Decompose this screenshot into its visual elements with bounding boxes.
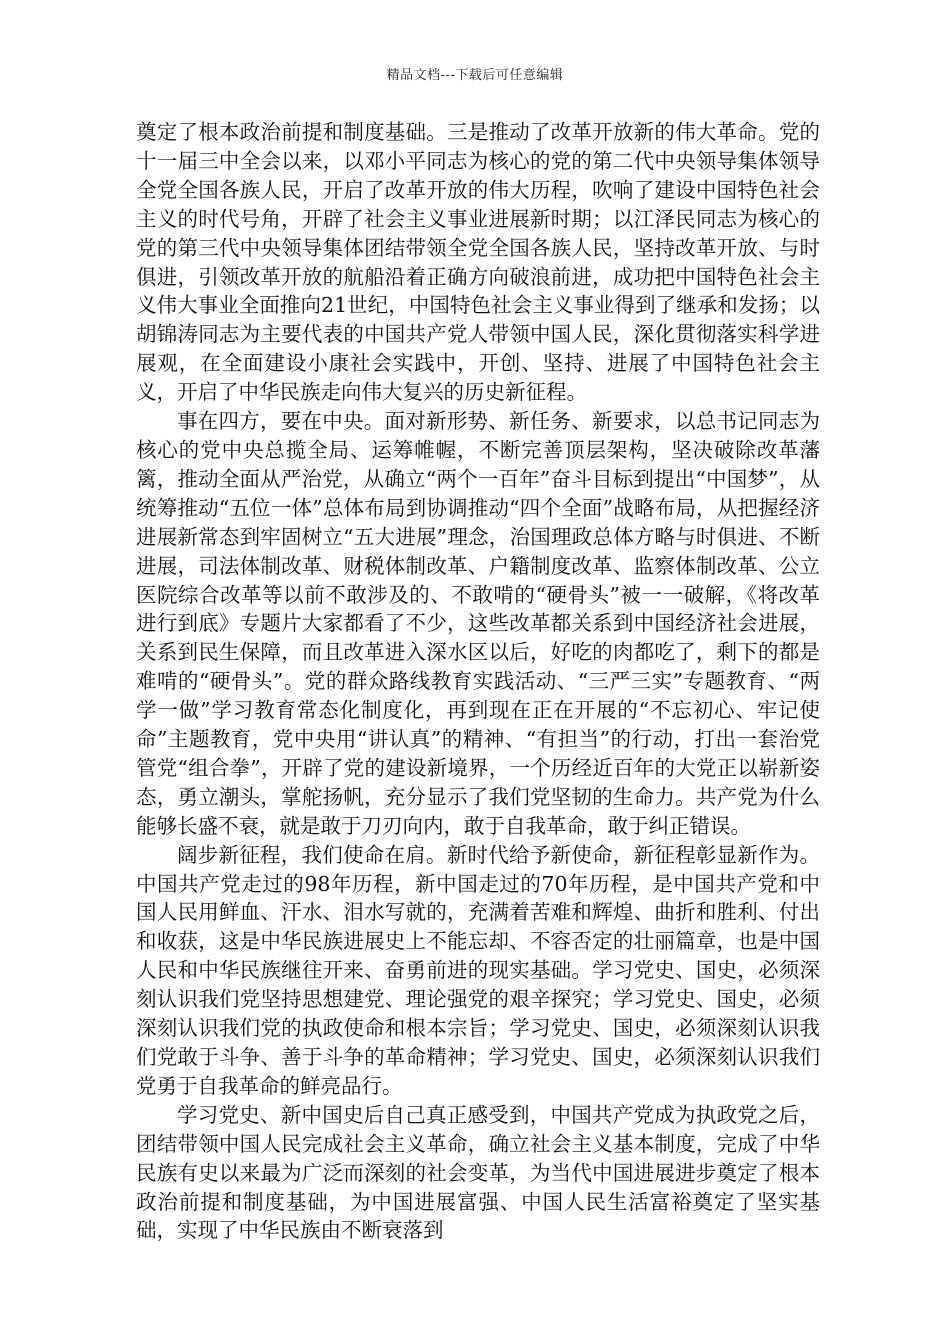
paragraph-1: 奠定了根本政治前提和制度基础。三是推动了改革开放新的伟大革命。党的十一届三中全会以来，以邓小平同志为核心的党的第二代中央领导集体领导全党全国各族人民，开启了改革开放的伟大历程，吹响了建设中国特色社会主义的时代号角，开辟了社会主义事业进展新时期；以江泽民同志为核心的党的第三代中央领导集体团结带领全党全国各族人民，坚持改革开放、与时俱进，引领改革开放的航船沿着正确方向破浪前进，成功把中国特色社会主义伟大事业全面推向21世纪，中国特色社会主义事业得到了继承和发扬；以胡锦涛同志为主要代表的中国共产党人带领中国人民，深化贯彻落实科学进展观，在全面建设小康社会实践中，开创、坚持、进展了中国特色社会主义，开启了中华民族走向伟大复兴的历史新征程。 <box>136 120 820 405</box>
paragraph-2: 事在四方，要在中央。面对新形势、新任务、新要求，以总书记同志为核心的党中央总揽全局、运筹帷幄，不断完善顶层架构，坚决破除改革藩篱，推动全面从严治党，从确立“两个一百年”奋斗目标到提出“中国梦”，从统筹推动“五位一体”总体布局到协调推动“四个全面”战略布局，从把握经济进展新常态到牢固树立“五大进展”理念，治国理政总体方略与时俱进、不断进展，司法体制改革、财税体制改革、户籍制度改革、监察体制改革、公立医院综合改革等以前不敢涉及的、不敢啃的“硬骨头”被一一破解，《将改革进行到底》专题片大家都看了不少，这些改革都关系到中国经济社会进展，关系到民生保障，而且改革进入深水区以后，好吃的肉都吃了，剩下的都是难啃的“硬骨头”。党的群众路线教育实践活动、“三严三实”专题教育、“两学一做”学习教育常态化制度化，再到现在正在开展的“不忘初心、牢记使命”主题教育，党中央用“讲认真”的精神、“有担当”的行动，打出一套治党管党“组合拳”，开辟了党的建设新境界，一个历经近百年的大党正以崭新姿态，勇立潮头，掌舵扬帆，充分显示了我们党坚韧的生命力。共产党为什么能够长盛不衰，就是敢于刀刃向内，敢于自我革命，敢于纠正错误。 <box>136 409 820 838</box>
document-body <box>136 118 820 1245</box>
paragraph-4: 学习党史、新中国史后自己真正感受到，中国共产党成为执政党之后，团结带领中国人民完成社会主义革命，确立社会主义基本制度，完成了中华民族有史以来最为广泛而深刻的社会变革，为当代中国进展进步奠定了根本政治前提和制度基础，为中国进展富强、中国人民生活富裕奠定了坚实基础，实现了中华民族由不断衰落到 <box>136 1102 820 1243</box>
paragraph-3: 阔步新征程，我们使命在肩。新时代给予新使命，新征程彰显新作为。中国共产党走过的98年历程，新中国走过的70年历程，是中国共产党和中国人民用鲜血、汗水、泪水写就的，充满着苦难和辉煌、曲折和胜利、付出和收获，这是中华民族进展史上不能忘却、不容否定的壮丽篇章，也是中国人民和中华民族继往开来、奋勇前进的现实基础。学习党史、国史，必须深刻认识我们党坚持思想建党、理论强党的艰辛探究；学习党史、国史，必须深刻认识我们党的执政使命和根本宗旨；学习党史、国史，必须深刻认识我们党敢于斗争、善于斗争的革命精神；学习党史、国史，必须深刻认识我们党勇于自我革命的鲜亮品行。 <box>136 842 820 1098</box>
page-header: 精品文档---下载后可任意编辑 <box>386 68 564 83</box>
